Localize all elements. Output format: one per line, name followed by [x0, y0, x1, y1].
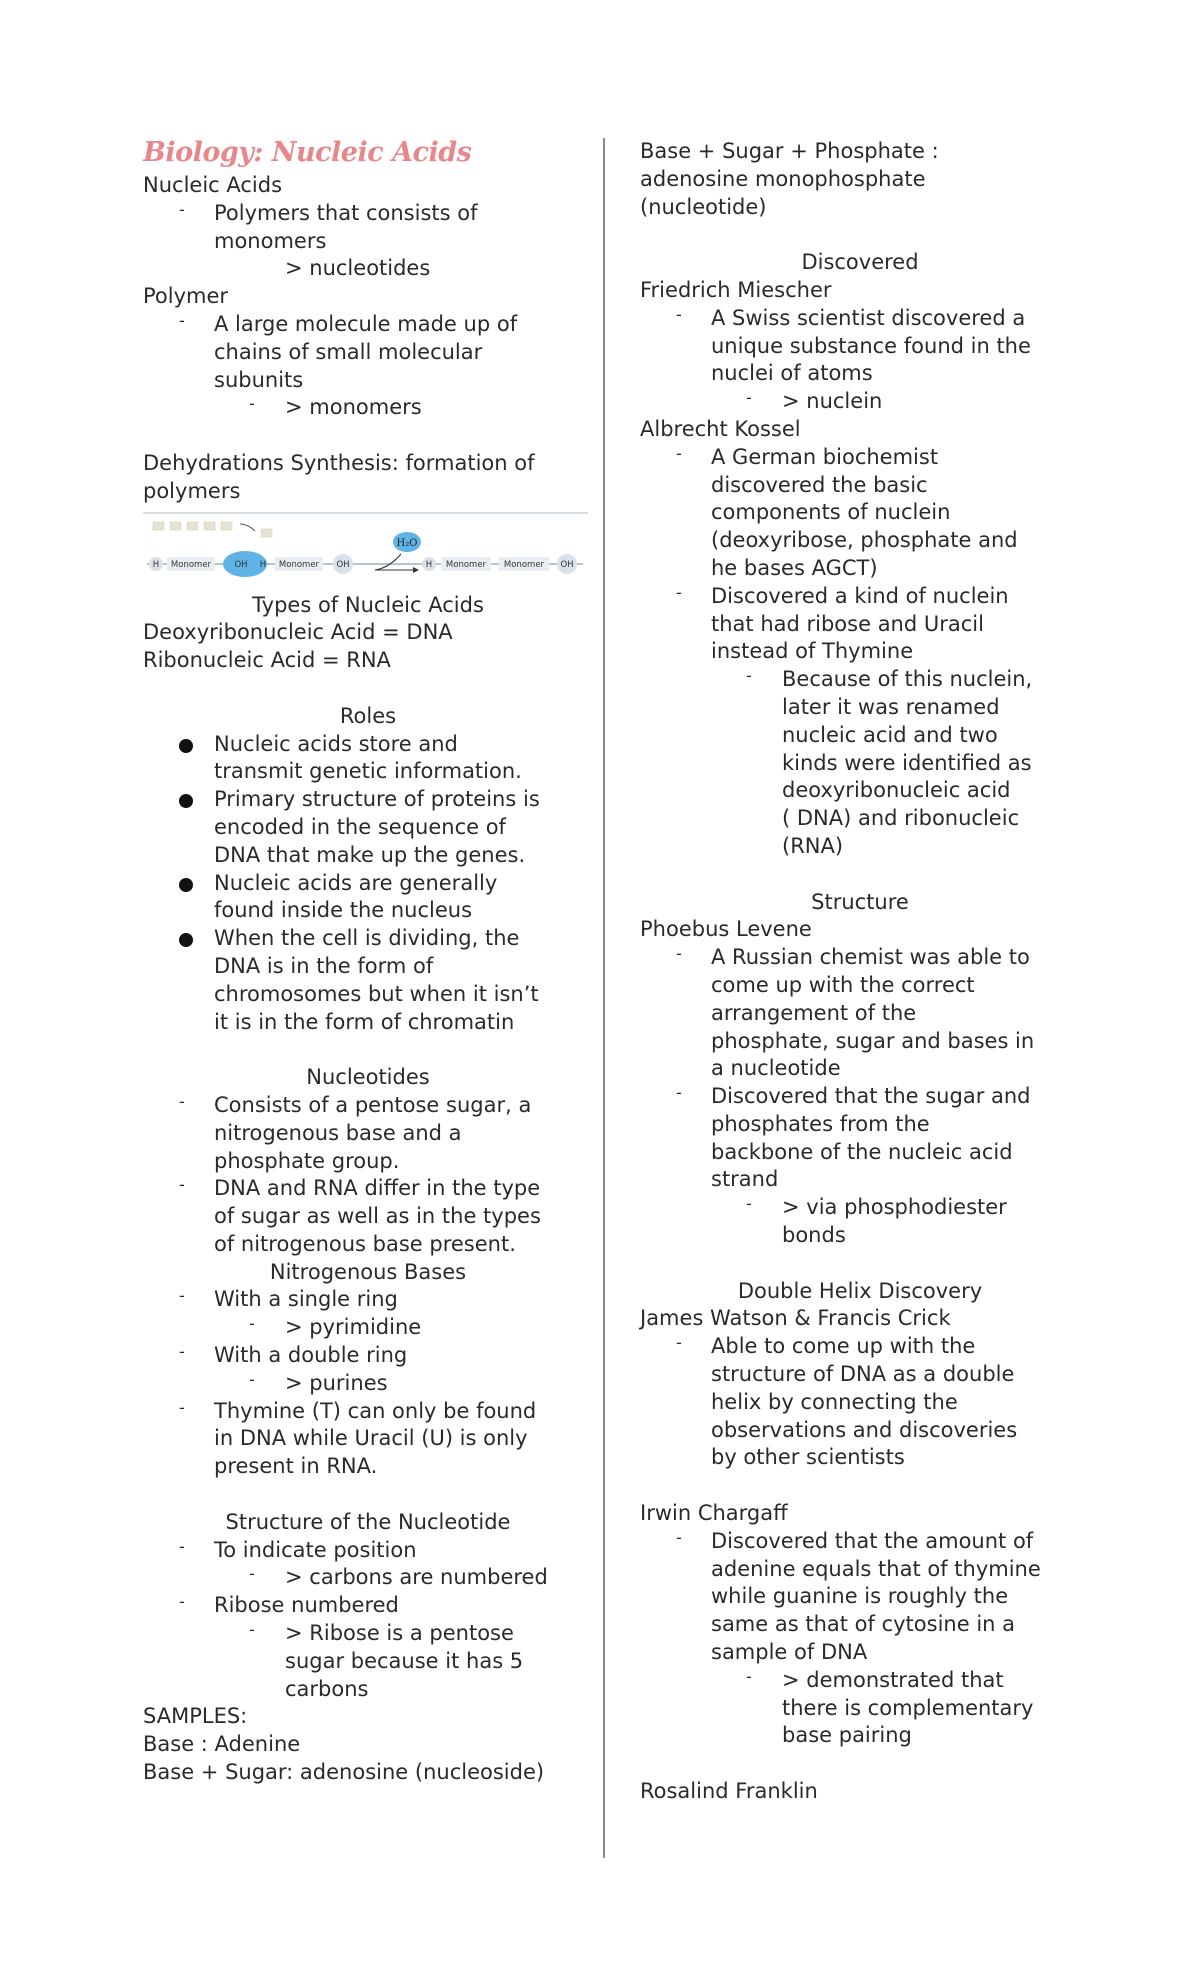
svg-text:H: H — [425, 559, 433, 570]
sub-item: - > via phosphodiester bonds — [746, 1194, 1007, 1248]
sub-item: - Because of this nuclein, later it was renamed nucleic acid and two kinds were identified as deoxyribonucleic acid ( DNA) and ribonucleic (RNA) — [746, 666, 1033, 858]
list-item: - Discovered a kind of nuclein that had ribose and Uracil instead of Thymine — [676, 582, 1009, 664]
section-heading-discovered: Discovered — [801, 250, 919, 275]
list-item: - With a double ring — [179, 1342, 408, 1368]
list-item: - Discovered that the sugar and phosphates from the backbone of the nucleic acid strand — [676, 1083, 1031, 1192]
list-item: - Thymine (T) can only be found in DNA while Uracil (U) is only present in RNA. — [179, 1397, 537, 1479]
scientist-name: Albrecht Kossel — [640, 416, 801, 441]
scientist-name: Phoebus Levene — [640, 917, 812, 942]
page-title: Biology: Nucleic Acids — [143, 137, 472, 168]
dehydration-synthesis-diagram — [143, 510, 588, 582]
svg-text:Monomer: Monomer — [170, 559, 212, 570]
list-item: - A Swiss scientist discovered a unique substance found in the nuclei of atoms — [676, 304, 1031, 386]
sub-item: - > Ribose is a pentose sugar because it has 5 carbons — [249, 1620, 524, 1701]
section-heading-nucleotides: Nucleotides — [306, 1065, 430, 1090]
samples-heading: SAMPLES: — [143, 1704, 248, 1729]
list-item: - A large molecule made up of chains of small molecular subunits — [179, 310, 518, 392]
column-divider — [603, 138, 605, 1858]
svg-text:Monomer: Monomer — [445, 559, 487, 570]
section-heading-structure-nucleotide: Structure of the Nucleotide — [225, 1509, 511, 1534]
svg-text:OH: OH — [234, 559, 248, 570]
scientist-name: Irwin Chargaff — [640, 1501, 788, 1526]
bullet-item: Primary structure of proteins is encoded in the sequence of DNA that make up the genes. — [143, 786, 593, 869]
svg-text:OH: OH — [560, 559, 574, 570]
svg-text:Monomer: Monomer — [503, 559, 545, 570]
dehydration-text: Dehydrations Synthesis: formation of — [143, 450, 535, 475]
sub-item: - > nuclein — [746, 388, 883, 414]
sub-item: - > purines — [249, 1369, 388, 1395]
list-item: - Polymers that consists of monomers — [179, 199, 478, 253]
bullet-icon — [179, 933, 193, 947]
section-heading-structure: Structure — [811, 889, 909, 914]
list-item: - Ribose numbered — [179, 1592, 399, 1618]
sub-item: - > demonstrated that there is complementary base pairing — [746, 1666, 1034, 1748]
list-item: - Discovered that the amount of adenine equals that of thymine while guanine is roughly the same as that of cytosine in a sample of DNA — [676, 1527, 1041, 1665]
bullet-icon — [179, 739, 193, 753]
list-item: - To indicate position — [179, 1536, 417, 1562]
sub-item: - > carbons are numbered — [249, 1564, 548, 1590]
list-item: - DNA and RNA differ in the type of sugar as well as in the types of nitrogenous base present. — [179, 1175, 541, 1256]
list-item: - A German biochemist discovered the basic components of nuclein (deoxyribose, phosphate and he bases AGCT) — [676, 443, 1018, 580]
svg-text:H: H — [259, 559, 267, 570]
sub-item: > nucleotides — [285, 256, 431, 281]
list-item: - Consists of a pentose sugar, a nitrogenous base and a phosphate group. — [179, 1091, 532, 1173]
svg-text:Monomer: Monomer — [278, 559, 320, 570]
left-column: Biology: Nucleic Acids Nucleic Acids - Polymers that consists of monomers > nucleotides Polymer - A large molecule made up of chains of small molecular subunits - > monomers Dehydrations Synthesis: formation of polymers H₂O H Monomer OH H Monomer OH H Monomer Monomer OH Types of Nucleic Acids Deoxyribonucleic Acid = DNA Ribonucleic Acid = RNA Roles Nucleic acids store and transmit genetic information. Primary structure of proteins is encoded in the sequence of DNA that make up the genes. Nucleic acids are generally found inside the nucleus When the cell is dividing, the DNA is in the form of chromosomes but when it isn’t it is in the form of chromatin Nucleotides - Consists of a pentose sugar, a nitrogenous base and a phosphate group. - DNA and RNA differ in the type of sugar as well as in the types of nitrogenous base present. Nitrogenous Bases - With a single ring - > pyrimidine - With a double ring - > purines - Thymine (T) can only be found in DNA while Uracil (U) is only present in RNA. Structure of the Nucleotide - To indicate position - > carbons are numbered - Ribose numbered - > Ribose is a pentose sugar because it has 5 carbons SAMPLES: Base : Adenine Base + Sugar: adenosine (nucleoside) — [143, 134, 593, 1787]
bullet-icon — [179, 878, 193, 892]
list-item: - A Russian chemist was able to come up with the correct arrangement of the phosphate, sugar and bases in a nucleotide — [676, 944, 1035, 1081]
sub-item: - > monomers — [249, 394, 422, 420]
water-label: H₂O — [396, 537, 418, 549]
section-heading-polymer: Polymer — [143, 284, 229, 309]
list-item: - Able to come up with the structure of DNA as a double helix by connecting the observations and discoveries by other scientists — [676, 1333, 1018, 1470]
bullet-item: Nucleic acids are generally found inside the nucleus — [143, 870, 593, 926]
scientist-name: James Watson & Francis Crick — [640, 1306, 951, 1331]
bullet-item: When the cell is dividing, the DNA is in the form of chromosomes but when it isn’t it is in the form of chromatin — [143, 925, 593, 1036]
section-heading-roles: Roles — [339, 703, 397, 728]
section-heading-double-helix: Double Helix Discovery — [737, 1278, 983, 1303]
svg-text:OH: OH — [336, 559, 350, 570]
list-item: - With a single ring — [179, 1286, 398, 1312]
sub-item: - > pyrimidine — [249, 1314, 422, 1340]
right-column: Base + Sugar + Phosphate : adenosine monophosphate (nucleotide) Discovered Friedrich Miescher - A Swiss scientist discovered a unique substance found in the nuclei of atoms - > nuclein Albrecht Kossel - A German biochemist discovered the basic components of nuclein (deoxyribose, phosphate and he bases AGCT) - Discovered a kind of nuclein that had ribose and Uracil instead of Thymine - Because of this nuclein, later it was renamed nucleic acid and two kinds were identified as deoxyribonucleic acid ( DNA) and ribonucleic (RNA) Structure Phoebus Levene - A Russian chemist was able to come up with the correct arrangement of the phosphate, sugar and bases in a nucleotide - Discovered that the sugar and phosphates from the backbone of the nucleic acid strand - > via phosphodiester bonds Double Helix Discovery James Watson & Francis Crick - Able to come up with the structure of DNA as a double helix by connecting the observations and discoveries by other scientists Irwin Chargaff - Discovered that the amount of adenine equals that of thymine while guanine is roughly the same as that of cytosine in a sample of DNA - > demonstrated that there is complementary base pairing Rosalind Franklin — [640, 138, 1080, 1806]
section-heading-nitrogenous-bases: Nitrogenous Bases — [269, 1259, 467, 1284]
svg-text:H: H — [152, 559, 160, 570]
scientist-name: Rosalind Franklin — [640, 1779, 818, 1804]
bullet-item: Nucleic acids store and transmit genetic information. — [143, 731, 593, 787]
scientist-name: Friedrich Miescher — [640, 277, 832, 302]
section-heading-types: Types of Nucleic Acids — [252, 592, 484, 617]
bullet-icon — [179, 794, 193, 808]
section-heading-nucleic-acids: Nucleic Acids — [143, 173, 283, 197]
